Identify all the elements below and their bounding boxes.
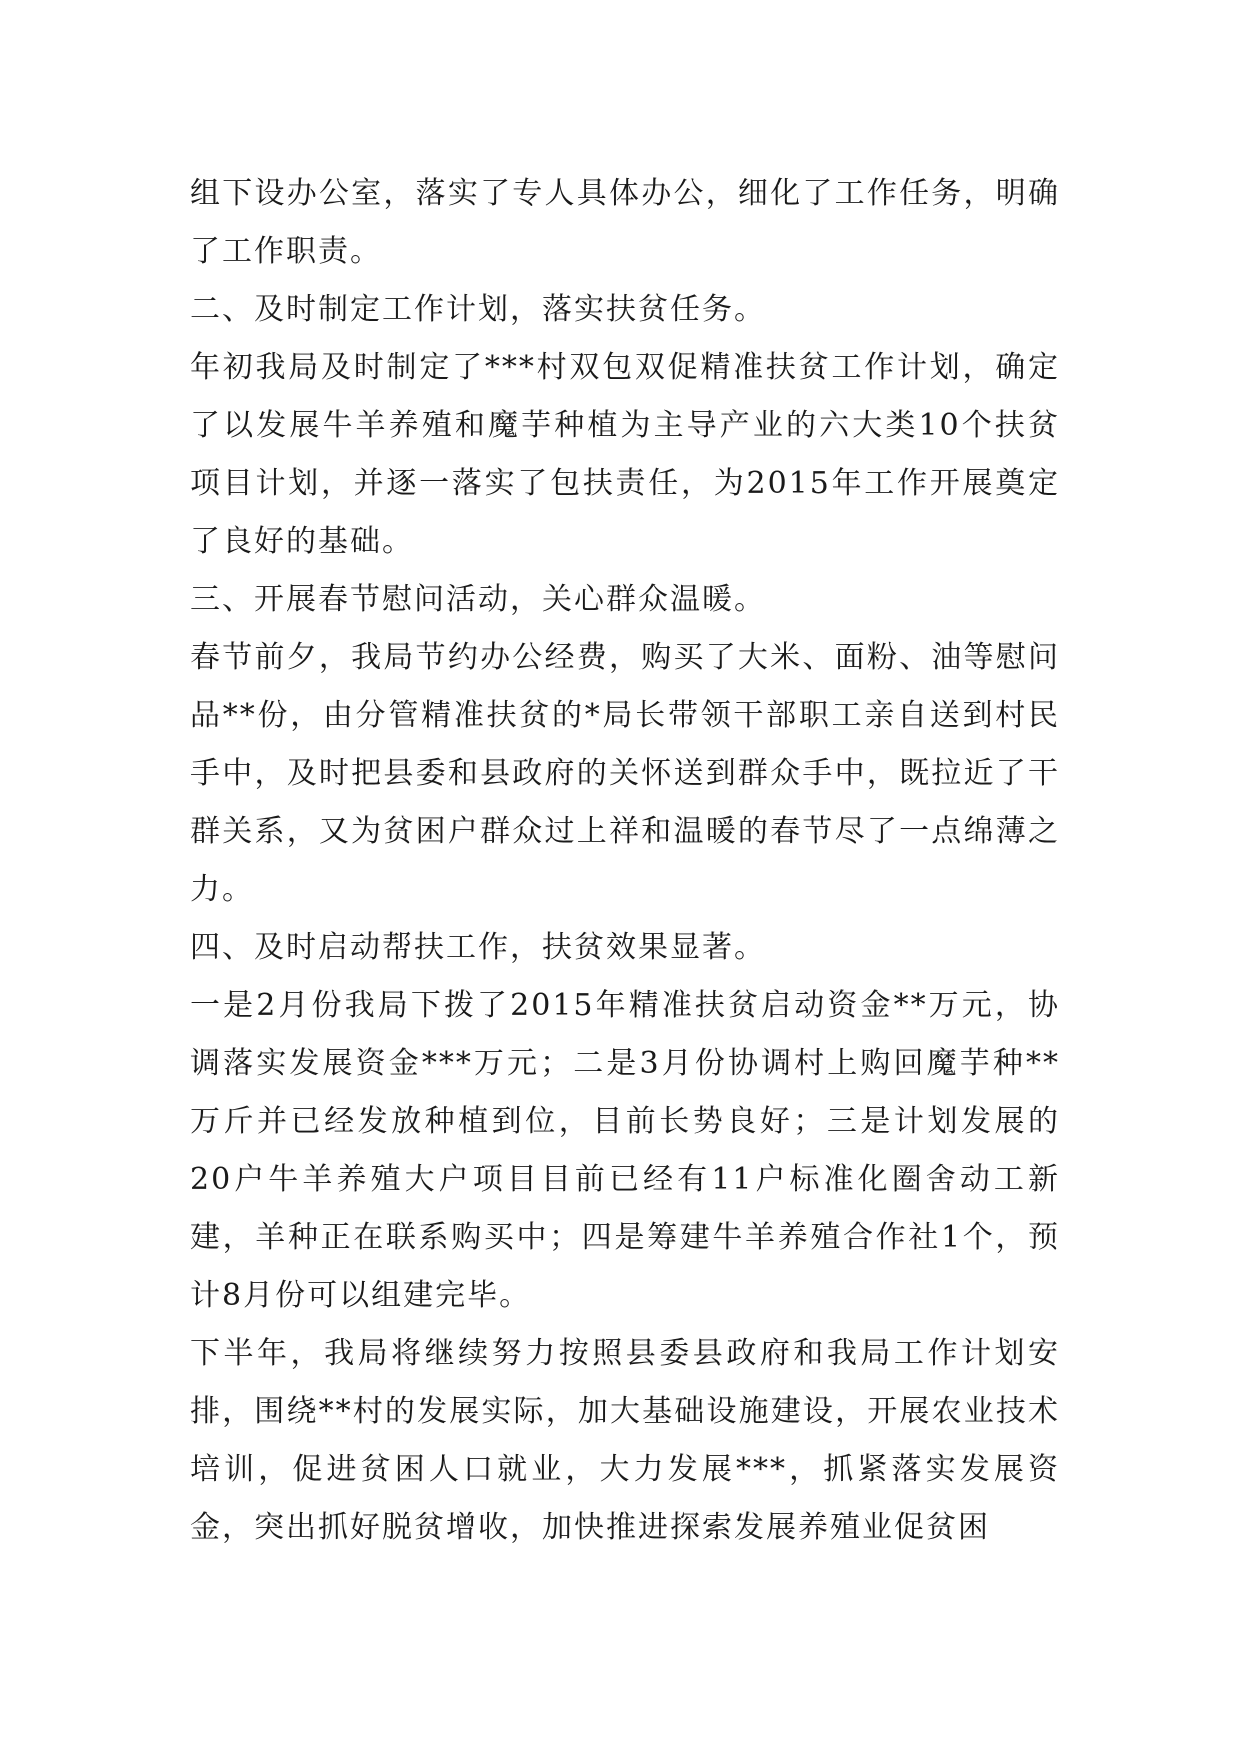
paragraph-second-half-year: 下半年，我局将继续努力按照县委县政府和我局工作计划安排，围绕**村的发展实际，加大基础设施建设，开展农业技术培训，促进贫困人口就业，大力发展***，抓紧落实发展资金，突出抓好脱贫增收，加快推进探索发展养殖业促贫困 [190, 1336, 1060, 1545]
section-heading-spring-festival: 三、开展春节慰问活动，关心群众温暖。 [190, 582, 766, 617]
paragraph-work-plan: 年初我局及时制定了***村双包双促精准扶贫工作计划，确定了以发展牛羊养殖和魔芋种植为主导产业的六大类10个扶贫项目计划，并逐一落实了包扶责任，为2015年工作开展奠定了良好的基础。 [190, 350, 1060, 559]
section-heading-assistance: 四、及时启动帮扶工作，扶贫效果显著。 [190, 930, 766, 965]
paragraph-assistance: 一是2月份我局下拨了2015年精准扶贫启动资金**万元，协调落实发展资金***万元；二是3月份协调村上购回魔芋种**万斤并已经发放种植到位，目前长势良好；三是计划发展的20户牛羊养殖大户项目目前已经有11户标准化圈舍动工新建，羊种正在联系购买中；四是筹建牛羊养殖合作社1个，预计8月份可以组建完毕。 [190, 988, 1060, 1313]
paragraph-spring-festival: 春节前夕，我局节约办公经费，购买了大米、面粉、油等慰问品**份，由分管精准扶贫的*局长带领干部职工亲自送到村民手中，及时把县委和县政府的关怀送到群众手中，既拉近了干群关系，又为贫困户群众过上祥和温暖的春节尽了一点绵薄之力。 [190, 640, 1060, 907]
paragraph-office-setup: 组下设办公室，落实了专人具体办公，细化了工作任务，明确了工作职责。 [190, 176, 1060, 269]
section-heading-work-plan: 二、及时制定工作计划，落实扶贫任务。 [190, 292, 766, 327]
document-body [190, 165, 1060, 1557]
